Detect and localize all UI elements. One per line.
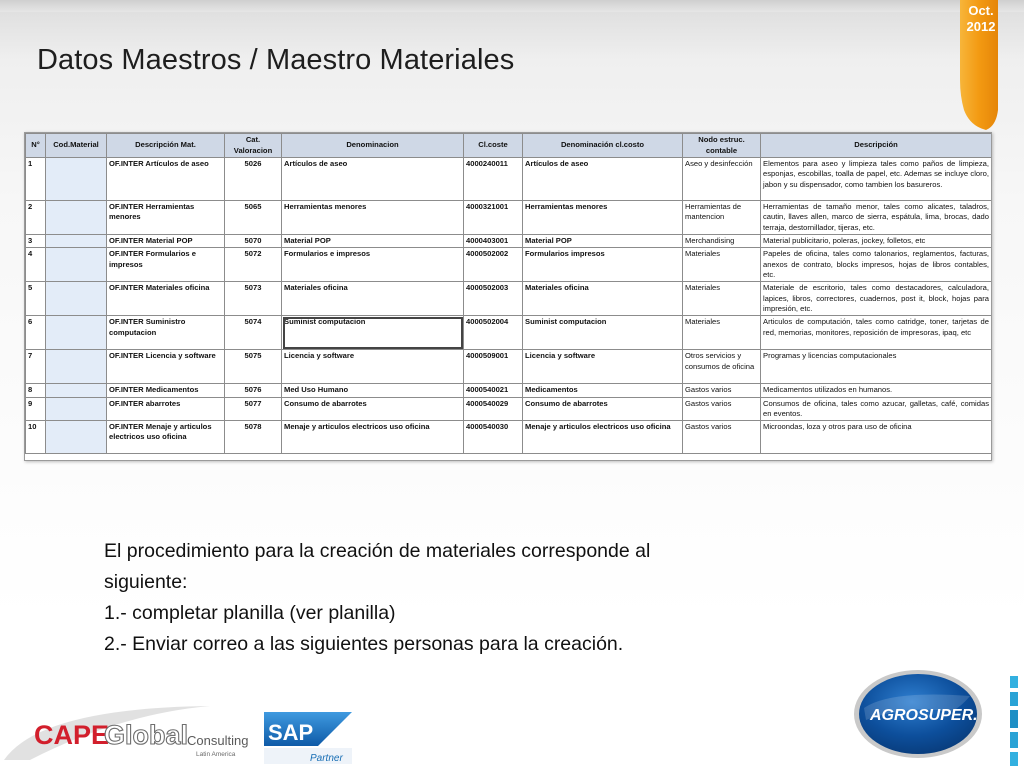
table-body: [26, 158, 992, 454]
cell-cat-valoracion: 5070: [225, 235, 282, 248]
cape-global-logo: [0, 700, 260, 768]
agrosuper-word: AGROSUPER.: [870, 707, 978, 724]
cell-cl-coste: 4000321001: [464, 201, 523, 235]
cell-denominacion: Consumo de abarrotes: [282, 397, 464, 421]
table-row: [26, 158, 992, 201]
cell-descripcion-mat: OF.INTER Herramientas menores: [107, 201, 225, 235]
cell-nodo-estruc: Herramientas de mantencion: [683, 201, 761, 235]
cell-descripcion: Herramientas de tamaño menor, tales como alicates, taladros, cautin, llaves allen, marco de sierra, espátula, lima, brocas, dado terraja, destornillador, tijeras, etc.: [761, 201, 992, 235]
cell-denominacion: Licencia y software: [282, 350, 464, 384]
cell-cat-valoracion: 5078: [225, 421, 282, 454]
slide-top-bar: [0, 0, 1024, 12]
cell-cl-coste: 4000540021: [464, 384, 523, 397]
cell-descripcion-mat: OF.INTER Materiales oficina: [107, 282, 225, 316]
table-row: [26, 282, 992, 316]
cell-denominacion: Med Uso Humano: [282, 384, 464, 397]
cell-nodo-estruc: Merchandising: [683, 235, 761, 248]
cell-cod-material: [46, 282, 107, 316]
cell-n: 3: [26, 235, 46, 248]
procedure-line-4: 2.- Enviar correo a las siguientes personas para la creación.: [104, 633, 624, 655]
cell-n: 10: [26, 421, 46, 454]
cell-cod-material: [46, 158, 107, 201]
cell-cod-material: [46, 384, 107, 397]
cape-word: CAPE: [34, 720, 110, 750]
cell-cat-valoracion: 5065: [225, 201, 282, 235]
page-title: Datos Maestros / Maestro Materiales: [37, 44, 515, 76]
cell-descripcion: Papeles de oficina, tales como talonarios, reglamentos, facturas, anexos de contrato, blocks impresos, hojas de libros contables, etc.: [761, 248, 992, 282]
cell-descripcion: Medicamentos utilizados en humanos.: [761, 384, 992, 397]
cell-descripcion: Elementos para aseo y limpieza tales como paños de limpieza, esponjas, escobillas, toalla de papel, etc. Ademas se incluye cloro, jabon y su dispensador, como tambien los basureros.: [761, 158, 992, 201]
table-row: [26, 248, 992, 282]
global-word: Global: [104, 720, 189, 750]
date-label: [958, 3, 1004, 35]
cell-descripcion: Articulos de computación, tales como catridge, toner, tarjetas de red, memorias, monitores, reposición de impresoras, ipaq, etc: [761, 316, 992, 350]
agrosuper-logo: [850, 668, 1024, 768]
cell-cl-coste: 4000403001: [464, 235, 523, 248]
cell-descripcion: Consumos de oficina, tales como azucar, galletas, café, comidas en eventos.: [761, 397, 992, 421]
cell-cat-valoracion: 5026: [225, 158, 282, 201]
procedure-line-2: siguiente:: [104, 571, 188, 593]
cell-nodo-estruc: Otros servicios y consumos de oficina: [683, 350, 761, 384]
cell-denominacion-cl-costo: Materiales oficina: [523, 282, 683, 316]
cell-cl-coste: 4000502003: [464, 282, 523, 316]
table-row: [26, 316, 992, 350]
cell-cat-valoracion: 5075: [225, 350, 282, 384]
cell-denominacion: Artículos de aseo: [282, 158, 464, 201]
cell-cat-valoracion: 5073: [225, 282, 282, 316]
sap-word: SAP: [268, 720, 314, 745]
cell-n: 1: [26, 158, 46, 201]
cell-denominacion-cl-costo: Material POP: [523, 235, 683, 248]
cell-n: 5: [26, 282, 46, 316]
cell-n: 7: [26, 350, 46, 384]
table-row: [26, 421, 992, 454]
cell-cod-material: [46, 248, 107, 282]
cell-descripcion: Materiale de escritorio, tales como destacadores, calculadora, lapices, libros, correctores, cuadernos, post it, block, hojas para impresión, etc.: [761, 282, 992, 316]
sap-partner-word: Partner: [310, 753, 343, 764]
cell-descripcion-mat: OF.INTER Formularios e impresos: [107, 248, 225, 282]
cell-cl-coste: 4000509001: [464, 350, 523, 384]
header-nodo-estruc: Nodo estruc. contable: [683, 134, 761, 158]
table-row: [26, 201, 992, 235]
header-descripcion: Descripción: [761, 134, 992, 158]
cell-nodo-estruc: Materiales: [683, 316, 761, 350]
cell-denominacion-cl-costo: Artículos de aseo: [523, 158, 683, 201]
cell-descripcion-mat: OF.INTER Menaje y articulos electricos uso oficina: [107, 421, 225, 454]
header-denominacion-cl-costo: Denominación cl.costo: [523, 134, 683, 158]
cell-denominacion: Formularios e impresos: [282, 248, 464, 282]
cell-nodo-estruc: Materiales: [683, 282, 761, 316]
date-year: 2012: [966, 19, 996, 34]
cell-cod-material: [46, 350, 107, 384]
cell-cod-material: [46, 235, 107, 248]
cell-denominacion: Materiales oficina: [282, 282, 464, 316]
cell-descripcion-mat: OF.INTER Medicamentos: [107, 384, 225, 397]
cell-n: 9: [26, 397, 46, 421]
cell-nodo-estruc: Gastos varios: [683, 421, 761, 454]
cell-denominacion-cl-costo: Suminist computacion: [523, 316, 683, 350]
header-cl-coste: Cl.coste: [464, 134, 523, 158]
cell-denominacion-cl-costo: Medicamentos: [523, 384, 683, 397]
cell-denominacion: Material POP: [282, 235, 464, 248]
cell-nodo-estruc: Gastos varios: [683, 397, 761, 421]
procedure-line-3: 1.- completar planilla (ver planilla): [104, 602, 396, 624]
header-denominacion: Denominacion: [282, 134, 464, 158]
header-cod-material: Cod.Material: [46, 134, 107, 158]
cell-cl-coste: 4000502004: [464, 316, 523, 350]
cell-cl-coste: 4000502002: [464, 248, 523, 282]
cell-descripcion-mat: OF.INTER Licencia y software: [107, 350, 225, 384]
cell-denominacion-cl-costo: Menaje y articulos electricos uso oficina: [523, 421, 683, 454]
cell-descripcion-mat: OF.INTER Artículos de aseo: [107, 158, 225, 201]
cell-descripcion: Microondas, loza y otros para uso de oficina: [761, 421, 992, 454]
cell-descripcion-mat: OF.INTER Suministro computacion: [107, 316, 225, 350]
table-row: [26, 350, 992, 384]
table-row: [26, 235, 992, 248]
table-header-row: [26, 134, 992, 158]
cell-cat-valoracion: 5074: [225, 316, 282, 350]
cell-cl-coste: 4000540029: [464, 397, 523, 421]
cell-n: 6: [26, 316, 46, 350]
cell-n: 8: [26, 384, 46, 397]
cell-denominacion: Menaje y articulos electricos uso oficina: [282, 421, 464, 454]
sap-partner-logo: [262, 710, 354, 766]
cell-n: 4: [26, 248, 46, 282]
cell-nodo-estruc: Gastos varios: [683, 384, 761, 397]
cell-denominacion: Suminist computacion: [282, 316, 464, 350]
procedure-text: [104, 536, 794, 660]
cell-descripcion-mat: OF.INTER abarrotes: [107, 397, 225, 421]
procedure-line-1: El procedimiento para la creación de materiales corresponde al: [104, 540, 651, 562]
table-row: [26, 397, 992, 421]
latin-america-word: Latin America: [196, 751, 236, 758]
header-descripcion-mat: Descripción Mat.: [107, 134, 225, 158]
cell-denominacion: Herramientas menores: [282, 201, 464, 235]
consulting-word: Consulting: [187, 733, 249, 748]
cell-cl-coste: 4000240011: [464, 158, 523, 201]
table-row: [26, 384, 992, 397]
cell-descripcion-mat: OF.INTER Material POP: [107, 235, 225, 248]
cell-denominacion-cl-costo: Licencia y software: [523, 350, 683, 384]
cell-descripcion: Material publicitario, poleras, jockey, folletos, etc: [761, 235, 992, 248]
cell-cat-valoracion: 5077: [225, 397, 282, 421]
cell-cod-material: [46, 201, 107, 235]
cell-denominacion-cl-costo: Herramientas menores: [523, 201, 683, 235]
header-cat-valoracion: Cat. Valoracion: [225, 134, 282, 158]
cell-cod-material: [46, 421, 107, 454]
cell-nodo-estruc: Aseo y desinfección: [683, 158, 761, 201]
date-month: Oct.: [968, 3, 994, 18]
cell-nodo-estruc: Materiales: [683, 248, 761, 282]
header-n: N°: [26, 134, 46, 158]
materials-table-image: [24, 132, 992, 461]
materials-table: [25, 133, 992, 454]
cell-cod-material: [46, 316, 107, 350]
cell-denominacion-cl-costo: Consumo de abarrotes: [523, 397, 683, 421]
cell-denominacion-cl-costo: Formularios impresos: [523, 248, 683, 282]
cell-cod-material: [46, 397, 107, 421]
cell-cat-valoracion: 5076: [225, 384, 282, 397]
cell-cat-valoracion: 5072: [225, 248, 282, 282]
cell-cl-coste: 4000540030: [464, 421, 523, 454]
cell-descripcion: Programas y licencias computacionales: [761, 350, 992, 384]
cell-n: 2: [26, 201, 46, 235]
